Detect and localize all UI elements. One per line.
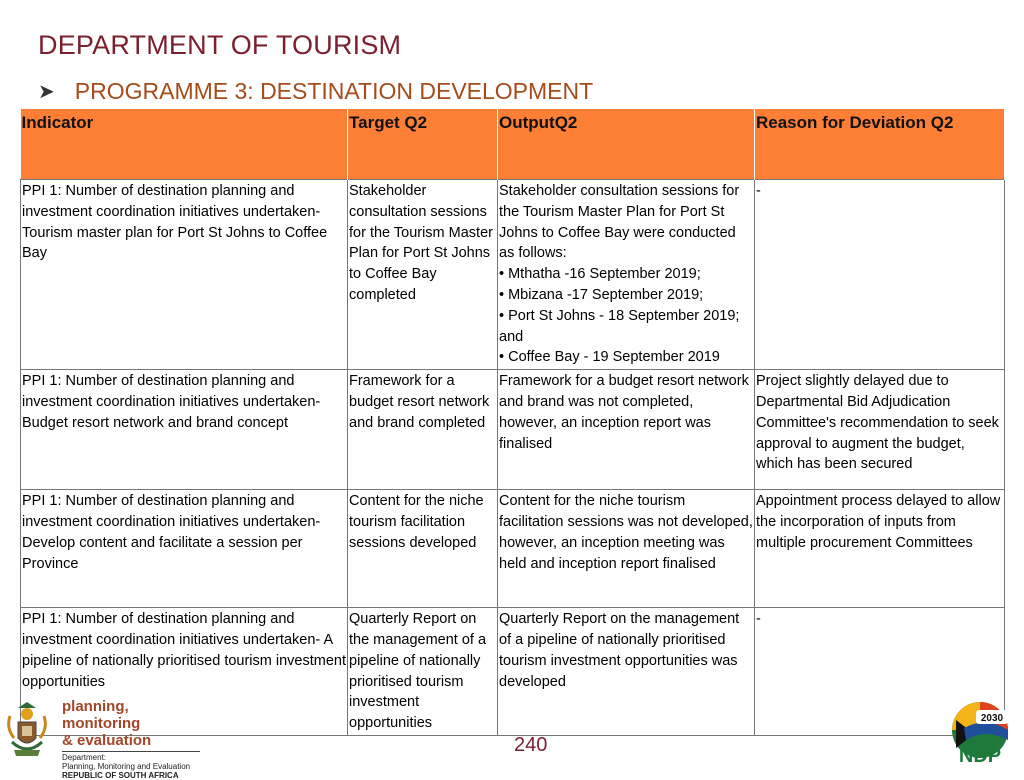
output-bullet: • Coffee Bay - 19 September 2019 <box>499 349 720 366</box>
section-subtitle <box>38 78 593 105</box>
output-cell: Content for the niche tourism facilitation sessions was not developed, however, an inception meeting was held and inception report finalised <box>498 490 755 608</box>
target-cell: Framework for a budget resort network and brand completed <box>348 370 498 490</box>
indicator-cell: PPI 1: Number of destination planning and investment coordination initiatives undertaken- Budget resort network and brand concept <box>21 370 348 490</box>
page-number: 240 <box>514 734 548 756</box>
target-cell: Stakeholder consultation sessions for the Tourism Master Plan for Port St Johns to Coffee Bay completed <box>348 180 498 370</box>
reason-cell: Project slightly delayed due to Departmental Bid Adjudication Committee's recommendation to seek approval to augment the budget, which has been secured <box>755 370 1005 490</box>
page-title: DEPARTMENT OF TOURISM <box>38 30 402 60</box>
output-bullet: • Port St Johns - 18 September 2019; and <box>499 307 740 345</box>
output-bullet: • Mthatha -16 September 2019; <box>499 266 701 283</box>
reason-cell: - <box>755 608 1005 736</box>
pme-country: REPUBLIC OF SOUTH AFRICA <box>62 771 179 780</box>
pme-logo-line: planning, monitoring <box>62 698 141 732</box>
table-row <box>21 180 1005 370</box>
target-cell: Content for the niche tourism facilitation sessions developed <box>348 490 498 608</box>
ndp-text: NDP <box>958 745 1002 766</box>
arrowhead-icon: ➤ <box>38 81 55 103</box>
section-subtitle-text: PROGRAMME 3: DESTINATION DEVELOPMENT <box>74 78 594 104</box>
pme-logo-line: & evaluation <box>62 732 152 749</box>
reason-cell: Appointment process delayed to allow the incorporation of inputs from multiple procurement Committees <box>755 490 1005 608</box>
table-row <box>21 370 1005 490</box>
reason-cell: - <box>755 180 1005 370</box>
table-header-row <box>21 109 1005 180</box>
pme-dept-name: Planning, Monitoring and Evaluation <box>62 762 191 771</box>
pme-logo <box>4 698 204 780</box>
indicator-table <box>20 109 1005 736</box>
output-cell <box>498 180 755 370</box>
ndp-2030-logo-icon <box>946 700 1014 766</box>
indicator-cell: PPI 1: Number of destination planning and investment coordination initiatives undertaken- A pipeline of nationally prioritised tourism investment opportunities <box>21 608 348 736</box>
column-header-output: OutputQ2 <box>498 109 755 180</box>
output-line: Stakeholder consultation sessions for the Tourism Master Plan for Port St Johns to Coffee Bay were conducted as follows: <box>499 183 740 262</box>
target-cell: Quarterly Report on the management of a pipeline of nationally prioritised tourism investment opportunities <box>348 608 498 736</box>
indicator-cell: PPI 1: Number of destination planning and investment coordination initiatives undertaken- Tourism master plan for Port St Johns to Coffee Bay <box>21 180 348 370</box>
output-cell: Framework for a budget resort network and brand was not completed, however, an inception report was finalised <box>498 370 755 490</box>
ndp-year: 2030 <box>980 713 1004 724</box>
column-header-reason: Reason for Deviation Q2 <box>755 109 1005 180</box>
output-bullet: • Mbizana -17 September 2019; <box>499 286 704 303</box>
column-header-indicator: Indicator <box>21 109 348 180</box>
output-cell: Quarterly Report on the management of a pipeline of nationally prioritised tourism investment opportunities was developed <box>498 608 755 736</box>
table-row <box>21 490 1005 608</box>
column-header-target: Target Q2 <box>348 109 498 180</box>
pme-dept-label: Department: <box>62 753 107 762</box>
indicator-cell: PPI 1: Number of destination planning and investment coordination initiatives undertaken- Develop content and facilitate a session per Province <box>21 490 348 608</box>
coat-of-arms-icon <box>4 698 50 764</box>
